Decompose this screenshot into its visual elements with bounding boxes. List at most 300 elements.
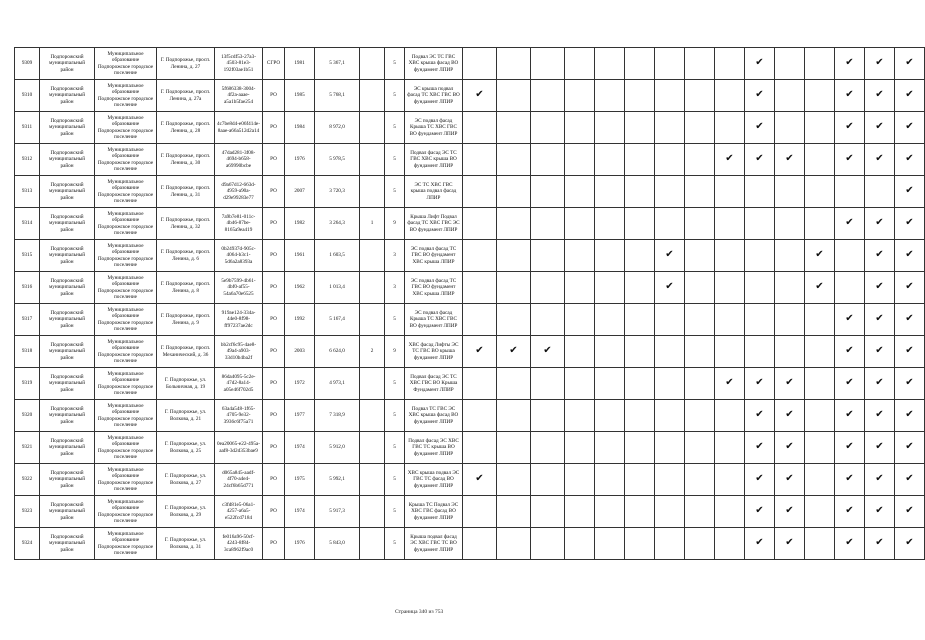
empty-cell bbox=[775, 304, 805, 336]
district-cell: Подпорожский муниципальный район bbox=[40, 272, 95, 304]
empty-cell bbox=[655, 400, 685, 432]
empty-cell bbox=[745, 336, 775, 368]
empty-cell bbox=[497, 80, 531, 112]
entrances-cell bbox=[360, 464, 385, 496]
check-mark-icon: ✔ bbox=[745, 80, 775, 112]
empty-cell bbox=[715, 464, 745, 496]
row-number: 9309 bbox=[15, 48, 40, 80]
area-cell: 5 768,1 bbox=[315, 80, 360, 112]
check-mark-icon: ✔ bbox=[463, 80, 497, 112]
works-list-cell: Крыша ТС Подвал ЭС ХВС ГВС фасад ВО фундамент ЛПИР bbox=[405, 496, 463, 528]
works-list-cell: ЭС подвал фасад ТС ГВС ВО фундамент ХВС крыша ЛПИР bbox=[405, 272, 463, 304]
empty-cell bbox=[685, 176, 715, 208]
district-cell: Подпорожский муниципальный район bbox=[40, 112, 95, 144]
empty-cell bbox=[685, 80, 715, 112]
empty-cell bbox=[685, 304, 715, 336]
row-number: 9320 bbox=[15, 400, 40, 432]
municipality-cell: Муниципальное образование Подпорожское городское поселение bbox=[95, 464, 157, 496]
fund-method-cell: РО bbox=[263, 176, 285, 208]
check-mark-icon: ✔ bbox=[895, 336, 925, 368]
floors-cell: 5 bbox=[385, 464, 405, 496]
district-cell: Подпорожский муниципальный район bbox=[40, 432, 95, 464]
empty-cell bbox=[715, 400, 745, 432]
address-cell: Г. Подпорожье, ул. Волкова, д. 29 bbox=[157, 496, 215, 528]
empty-cell bbox=[463, 528, 497, 560]
floors-cell: 9 bbox=[385, 336, 405, 368]
table-row bbox=[15, 80, 925, 112]
table-row bbox=[15, 304, 925, 336]
address-cell: Г. Подпорожье, просп. Ленина, д. 27а bbox=[157, 80, 215, 112]
area-cell: 5 912,0 bbox=[315, 432, 360, 464]
works-list-cell: ЭС подвал фасад ТС ГВС ВО фундамент ХВС крыша ЛПИР bbox=[405, 240, 463, 272]
empty-cell bbox=[497, 496, 531, 528]
works-list-cell: Подвал ЭС ТС ГВС ХВС крыша фасад ВО фундамент ЛПИР bbox=[405, 48, 463, 80]
row-number: 9317 bbox=[15, 304, 40, 336]
table-row bbox=[15, 336, 925, 368]
district-cell: Подпорожский муниципальный район bbox=[40, 304, 95, 336]
floors-cell: 5 bbox=[385, 432, 405, 464]
build-year-cell: 1977 bbox=[285, 400, 315, 432]
district-cell: Подпорожский муниципальный район bbox=[40, 464, 95, 496]
empty-cell bbox=[565, 304, 595, 336]
empty-cell bbox=[463, 112, 497, 144]
empty-cell bbox=[805, 80, 835, 112]
check-mark-icon: ✔ bbox=[865, 496, 895, 528]
build-year-cell: 2007 bbox=[285, 176, 315, 208]
district-cell: Подпорожский муниципальный район bbox=[40, 208, 95, 240]
empty-cell bbox=[805, 112, 835, 144]
fund-method-cell: РО bbox=[263, 304, 285, 336]
house-code-cell: 47dad281-3f08-4694-b658-a69990bcbe bbox=[215, 144, 263, 176]
works-list-cell: Подвал ТС ГВС ЭС ХВС крыша фасад ВО фундамент ЛПИР bbox=[405, 400, 463, 432]
fund-method-cell: РО bbox=[263, 144, 285, 176]
empty-cell bbox=[463, 240, 497, 272]
housing-register-table bbox=[14, 47, 925, 560]
page-footer: Страница 340 из 753 bbox=[395, 609, 444, 615]
empty-cell bbox=[625, 304, 655, 336]
address-cell: Г. Подпорожье, ул. Волкова, д. 21 bbox=[157, 400, 215, 432]
check-mark-icon: ✔ bbox=[865, 208, 895, 240]
house-code-cell: 86da4095-5c2e-47d2-8a14-a05e46f702d5 bbox=[215, 368, 263, 400]
address-cell: Г. Подпорожье, просп. Ленина, д. 9 bbox=[157, 304, 215, 336]
address-cell: Г. Подпорожье, просп. Ленина, д. 6 bbox=[157, 240, 215, 272]
table-row bbox=[15, 208, 925, 240]
area-cell: 4 973,1 bbox=[315, 368, 360, 400]
empty-cell bbox=[685, 368, 715, 400]
empty-cell bbox=[463, 400, 497, 432]
check-mark-icon: ✔ bbox=[835, 48, 865, 80]
empty-cell bbox=[463, 176, 497, 208]
check-mark-icon: ✔ bbox=[895, 496, 925, 528]
empty-cell bbox=[595, 368, 625, 400]
check-mark-icon: ✔ bbox=[895, 208, 925, 240]
empty-cell bbox=[655, 368, 685, 400]
works-list-cell: Подвал фасад ЭС ТС ГВС ХВС крыша ВО фундамент ЛПИР bbox=[405, 144, 463, 176]
empty-cell bbox=[595, 496, 625, 528]
build-year-cell: 1975 bbox=[285, 464, 315, 496]
works-list-cell: Крыша подвал фасад ЭС ХВС ГВС ТС ВО фундамент ЛПИР bbox=[405, 528, 463, 560]
empty-cell bbox=[715, 112, 745, 144]
entrances-cell bbox=[360, 496, 385, 528]
empty-cell bbox=[745, 272, 775, 304]
check-mark-icon: ✔ bbox=[865, 528, 895, 560]
empty-cell bbox=[655, 208, 685, 240]
empty-cell bbox=[565, 496, 595, 528]
floors-cell: 3 bbox=[385, 272, 405, 304]
empty-cell bbox=[715, 208, 745, 240]
table-row bbox=[15, 272, 925, 304]
empty-cell bbox=[463, 432, 497, 464]
address-cell: Г. Подпорожье, просп. Ленина, д. 27 bbox=[157, 48, 215, 80]
empty-cell bbox=[685, 272, 715, 304]
works-list-cell: ЭС крыша подвал фасад ТС ХВС ГВС ВО фундамент ЛПИР bbox=[405, 80, 463, 112]
check-mark-icon: ✔ bbox=[865, 240, 895, 272]
house-code-cell: d065a845-aadf-4f70-a4e4-24cf6b65d771 bbox=[215, 464, 263, 496]
empty-cell bbox=[655, 304, 685, 336]
municipality-cell: Муниципальное образование Подпорожское городское поселение bbox=[95, 240, 157, 272]
fund-method-cell: РО bbox=[263, 240, 285, 272]
build-year-cell: 1974 bbox=[285, 496, 315, 528]
row-number: 9318 bbox=[15, 336, 40, 368]
empty-cell bbox=[655, 176, 685, 208]
empty-cell bbox=[497, 304, 531, 336]
empty-cell bbox=[775, 336, 805, 368]
table-row bbox=[15, 400, 925, 432]
row-number: 9313 bbox=[15, 176, 40, 208]
check-mark-icon: ✔ bbox=[865, 400, 895, 432]
fund-method-cell: РО bbox=[263, 432, 285, 464]
row-number: 9319 bbox=[15, 368, 40, 400]
empty-cell bbox=[497, 464, 531, 496]
check-mark-icon: ✔ bbox=[895, 528, 925, 560]
empty-cell bbox=[805, 464, 835, 496]
empty-cell bbox=[595, 80, 625, 112]
address-cell: Г. Подпорожье, просп. Механический, д. 36 bbox=[157, 336, 215, 368]
build-year-cell: 1976 bbox=[285, 528, 315, 560]
address-cell: Г. Подпорожье, просп. Ленина, д. 8 bbox=[157, 272, 215, 304]
empty-cell bbox=[655, 112, 685, 144]
fund-method-cell: СГРО bbox=[263, 48, 285, 80]
check-mark-icon: ✔ bbox=[865, 304, 895, 336]
table-row bbox=[15, 112, 925, 144]
works-list-cell: Подвал фасад ЭС ХВС ГВС ТС крыша ВО фундамент ЛПИР bbox=[405, 432, 463, 464]
empty-cell bbox=[565, 176, 595, 208]
check-mark-icon: ✔ bbox=[865, 336, 895, 368]
check-mark-icon: ✔ bbox=[895, 304, 925, 336]
house-code-cell: 919ae124-334a-44e0-8f98-ff97237ae2dc bbox=[215, 304, 263, 336]
build-year-cell: 1985 bbox=[285, 80, 315, 112]
check-mark-icon: ✔ bbox=[775, 464, 805, 496]
empty-cell bbox=[595, 528, 625, 560]
empty-cell bbox=[625, 528, 655, 560]
check-mark-icon: ✔ bbox=[895, 176, 925, 208]
floors-cell: 5 bbox=[385, 496, 405, 528]
empty-cell bbox=[565, 336, 595, 368]
area-cell: 6 624,0 bbox=[315, 336, 360, 368]
fund-method-cell: РО bbox=[263, 496, 285, 528]
empty-cell bbox=[463, 48, 497, 80]
empty-cell bbox=[685, 496, 715, 528]
check-mark-icon: ✔ bbox=[745, 48, 775, 80]
check-mark-icon: ✔ bbox=[745, 144, 775, 176]
check-mark-icon: ✔ bbox=[865, 432, 895, 464]
empty-cell bbox=[745, 176, 775, 208]
empty-cell bbox=[531, 144, 565, 176]
area-cell: 7 318,9 bbox=[315, 400, 360, 432]
empty-cell bbox=[565, 112, 595, 144]
build-year-cell: 1972 bbox=[285, 368, 315, 400]
district-cell: Подпорожский муниципальный район bbox=[40, 336, 95, 368]
area-cell: 5 843,0 bbox=[315, 528, 360, 560]
row-number: 9311 bbox=[15, 112, 40, 144]
empty-cell bbox=[531, 208, 565, 240]
check-mark-icon: ✔ bbox=[865, 464, 895, 496]
empty-cell bbox=[685, 432, 715, 464]
empty-cell bbox=[805, 176, 835, 208]
empty-cell bbox=[685, 528, 715, 560]
empty-cell bbox=[625, 80, 655, 112]
empty-cell bbox=[497, 112, 531, 144]
empty-cell bbox=[531, 496, 565, 528]
check-mark-icon: ✔ bbox=[835, 528, 865, 560]
address-cell: Г. Подпорожье, просп. Ленина, д. 32 bbox=[157, 208, 215, 240]
municipality-cell: Муниципальное образование Подпорожское городское поселение bbox=[95, 112, 157, 144]
empty-cell bbox=[655, 496, 685, 528]
check-mark-icon: ✔ bbox=[775, 496, 805, 528]
empty-cell bbox=[655, 464, 685, 496]
district-cell: Подпорожский муниципальный район bbox=[40, 528, 95, 560]
house-code-cell: 5f686338-3004-4f2a-aaae-a5a1b5fae254 bbox=[215, 80, 263, 112]
empty-cell bbox=[625, 432, 655, 464]
row-number: 9310 bbox=[15, 80, 40, 112]
municipality-cell: Муниципальное образование Подпорожское городское поселение bbox=[95, 400, 157, 432]
works-list-cell: Крыша Лифт Подвал фасад ТС ХВС ГВС ЭС ВО фундамент ЛПИР bbox=[405, 208, 463, 240]
check-mark-icon: ✔ bbox=[655, 272, 685, 304]
municipality-cell: Муниципальное образование Подпорожское городское поселение bbox=[95, 144, 157, 176]
check-mark-icon: ✔ bbox=[835, 112, 865, 144]
works-list-cell: ЭС ТС ХВС ГВС крыша подвал фасад ЛПИР bbox=[405, 176, 463, 208]
empty-cell bbox=[463, 208, 497, 240]
empty-cell bbox=[625, 368, 655, 400]
table-row bbox=[15, 240, 925, 272]
house-code-cell: c3fd81e5-06a1-4257-a6a5-e522fcd7184 bbox=[215, 496, 263, 528]
empty-cell bbox=[497, 144, 531, 176]
house-code-cell: bb2cf6c95-4ae8-49a4-a903-33d10b4ba2f bbox=[215, 336, 263, 368]
floors-cell: 5 bbox=[385, 144, 405, 176]
check-mark-icon: ✔ bbox=[745, 464, 775, 496]
floors-cell: 5 bbox=[385, 48, 405, 80]
empty-cell bbox=[805, 528, 835, 560]
house-code-cell: fe016a96-50cf-4243-8f84-3ca8962f9ac0 bbox=[215, 528, 263, 560]
empty-cell bbox=[685, 112, 715, 144]
entrances-cell bbox=[360, 272, 385, 304]
empty-cell bbox=[685, 464, 715, 496]
area-cell: 8 972,0 bbox=[315, 112, 360, 144]
empty-cell bbox=[497, 208, 531, 240]
empty-cell bbox=[497, 240, 531, 272]
check-mark-icon: ✔ bbox=[835, 336, 865, 368]
municipality-cell: Муниципальное образование Подпорожское городское поселение bbox=[95, 368, 157, 400]
floors-cell: 5 bbox=[385, 112, 405, 144]
check-mark-icon: ✔ bbox=[715, 368, 745, 400]
area-cell: 1 603,5 bbox=[315, 240, 360, 272]
check-mark-icon: ✔ bbox=[895, 80, 925, 112]
entrances-cell: 1 bbox=[360, 208, 385, 240]
check-mark-icon: ✔ bbox=[865, 272, 895, 304]
empty-cell bbox=[531, 464, 565, 496]
check-mark-icon: ✔ bbox=[895, 240, 925, 272]
municipality-cell: Муниципальное образование Подпорожское городское поселение bbox=[95, 272, 157, 304]
area-cell: 5 978,5 bbox=[315, 144, 360, 176]
district-cell: Подпорожский муниципальный район bbox=[40, 176, 95, 208]
empty-cell bbox=[565, 80, 595, 112]
address-cell: Г. Подпорожье, ул. Волкова, д. 31 bbox=[157, 528, 215, 560]
check-mark-icon: ✔ bbox=[835, 432, 865, 464]
entrances-cell: 2 bbox=[360, 336, 385, 368]
empty-cell bbox=[565, 464, 595, 496]
floors-cell: 5 bbox=[385, 528, 405, 560]
empty-cell bbox=[655, 80, 685, 112]
empty-cell bbox=[805, 368, 835, 400]
empty-cell bbox=[463, 144, 497, 176]
empty-cell bbox=[595, 272, 625, 304]
empty-cell bbox=[715, 496, 745, 528]
table-row bbox=[15, 176, 925, 208]
table-row bbox=[15, 368, 925, 400]
area-cell: 3 264,3 bbox=[315, 208, 360, 240]
empty-cell bbox=[655, 48, 685, 80]
empty-cell bbox=[497, 272, 531, 304]
build-year-cell: 1961 bbox=[285, 240, 315, 272]
house-code-cell: 0ea20065-e22-495a-aaf8-3d2d353bae9 bbox=[215, 432, 263, 464]
house-code-cell: 5e9b7599-4b61-4bf0-af55-54a6a70e6525 bbox=[215, 272, 263, 304]
empty-cell bbox=[805, 48, 835, 80]
empty-cell bbox=[625, 208, 655, 240]
entrances-cell bbox=[360, 368, 385, 400]
entrances-cell bbox=[360, 432, 385, 464]
area-cell: 3 720,3 bbox=[315, 176, 360, 208]
empty-cell bbox=[805, 432, 835, 464]
area-cell: 5 367,1 bbox=[315, 48, 360, 80]
floors-cell: 5 bbox=[385, 80, 405, 112]
check-mark-icon: ✔ bbox=[745, 112, 775, 144]
empty-cell bbox=[685, 240, 715, 272]
check-mark-icon: ✔ bbox=[745, 400, 775, 432]
empty-cell bbox=[595, 240, 625, 272]
empty-cell bbox=[715, 304, 745, 336]
works-list-cell: ЭС подвал фасад Крыша ТС ХВС ГВС ВО фундамент ЛПИР bbox=[405, 304, 463, 336]
table-row bbox=[15, 48, 925, 80]
empty-cell bbox=[625, 112, 655, 144]
fund-method-cell: РО bbox=[263, 528, 285, 560]
empty-cell bbox=[685, 144, 715, 176]
empty-cell bbox=[625, 48, 655, 80]
empty-cell bbox=[497, 528, 531, 560]
empty-cell bbox=[497, 48, 531, 80]
address-cell: Г. Подпорожье, ул. Волкова, д. 25 bbox=[157, 432, 215, 464]
check-mark-icon: ✔ bbox=[895, 144, 925, 176]
empty-cell bbox=[565, 432, 595, 464]
empty-cell bbox=[463, 304, 497, 336]
empty-cell bbox=[835, 240, 865, 272]
municipality-cell: Муниципальное образование Подпорожское городское поселение bbox=[95, 304, 157, 336]
empty-cell bbox=[497, 368, 531, 400]
fund-method-cell: РО bbox=[263, 80, 285, 112]
empty-cell bbox=[625, 496, 655, 528]
empty-cell bbox=[835, 176, 865, 208]
district-cell: Подпорожский муниципальный район bbox=[40, 496, 95, 528]
check-mark-icon: ✔ bbox=[463, 336, 497, 368]
empty-cell bbox=[835, 272, 865, 304]
empty-cell bbox=[685, 48, 715, 80]
check-mark-icon: ✔ bbox=[865, 48, 895, 80]
empty-cell bbox=[745, 304, 775, 336]
check-mark-icon: ✔ bbox=[775, 528, 805, 560]
municipality-cell: Муниципальное образование Подпорожское городское поселение bbox=[95, 336, 157, 368]
check-mark-icon: ✔ bbox=[775, 432, 805, 464]
table-row bbox=[15, 144, 925, 176]
empty-cell bbox=[805, 336, 835, 368]
check-mark-icon: ✔ bbox=[715, 144, 745, 176]
build-year-cell: 1974 bbox=[285, 432, 315, 464]
check-mark-icon: ✔ bbox=[895, 368, 925, 400]
entrances-cell bbox=[360, 528, 385, 560]
house-code-cell: 63a4a548-1f65-4705-9e32-3936c6f75a71 bbox=[215, 400, 263, 432]
fund-method-cell: РО bbox=[263, 464, 285, 496]
empty-cell bbox=[531, 112, 565, 144]
check-mark-icon: ✔ bbox=[835, 464, 865, 496]
entrances-cell bbox=[360, 176, 385, 208]
empty-cell bbox=[715, 272, 745, 304]
row-number: 9322 bbox=[15, 464, 40, 496]
entrances-cell bbox=[360, 240, 385, 272]
empty-cell bbox=[625, 144, 655, 176]
empty-cell bbox=[805, 144, 835, 176]
empty-cell bbox=[595, 400, 625, 432]
empty-cell bbox=[595, 432, 625, 464]
check-mark-icon: ✔ bbox=[895, 464, 925, 496]
area-cell: 5 167,4 bbox=[315, 304, 360, 336]
build-year-cell: 1981 bbox=[285, 48, 315, 80]
empty-cell bbox=[595, 464, 625, 496]
empty-cell bbox=[775, 176, 805, 208]
district-cell: Подпорожский муниципальный район bbox=[40, 240, 95, 272]
empty-cell bbox=[595, 208, 625, 240]
empty-cell bbox=[775, 112, 805, 144]
floors-cell: 9 bbox=[385, 208, 405, 240]
check-mark-icon: ✔ bbox=[895, 272, 925, 304]
empty-cell bbox=[595, 304, 625, 336]
build-year-cell: 2003 bbox=[285, 336, 315, 368]
empty-cell bbox=[805, 304, 835, 336]
empty-cell bbox=[745, 240, 775, 272]
check-mark-icon: ✔ bbox=[775, 400, 805, 432]
empty-cell bbox=[463, 272, 497, 304]
district-cell: Подпорожский муниципальный район bbox=[40, 80, 95, 112]
fund-method-cell: РО bbox=[263, 272, 285, 304]
house-code-cell: 0b24937d-905c-4064-b3c1-5d6a2a8393a bbox=[215, 240, 263, 272]
empty-cell bbox=[775, 48, 805, 80]
empty-cell bbox=[775, 240, 805, 272]
empty-cell bbox=[625, 336, 655, 368]
entrances-cell bbox=[360, 48, 385, 80]
empty-cell bbox=[565, 144, 595, 176]
empty-cell bbox=[625, 176, 655, 208]
check-mark-icon: ✔ bbox=[865, 144, 895, 176]
area-cell: 5 992,1 bbox=[315, 464, 360, 496]
house-code-cell: 4c7be8d4-e06f414e-8aae-a66a512d2a14 bbox=[215, 112, 263, 144]
check-mark-icon: ✔ bbox=[745, 368, 775, 400]
